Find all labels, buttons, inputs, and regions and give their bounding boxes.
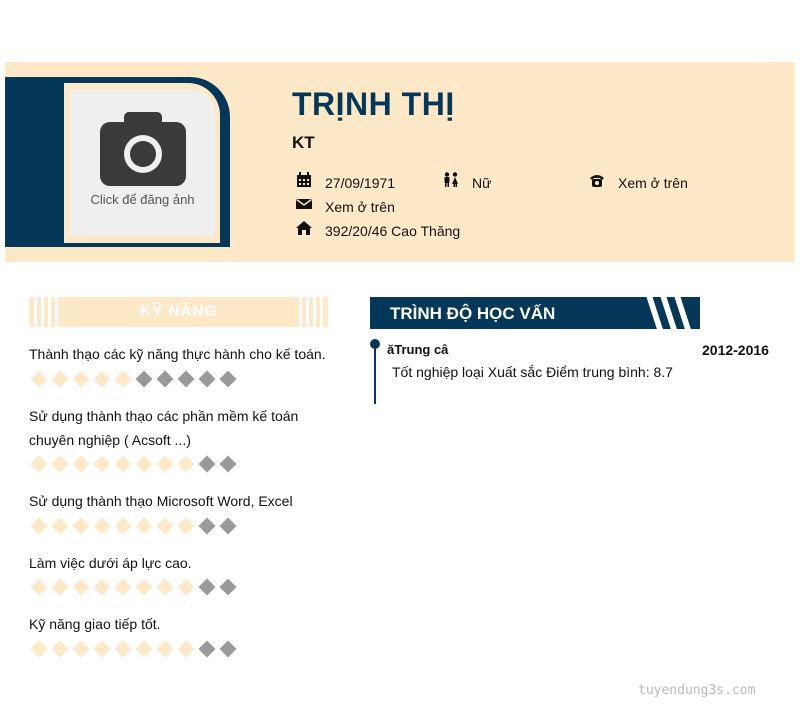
rating-diamond-filled bbox=[52, 579, 69, 596]
education-school: ăTrung câ bbox=[387, 342, 449, 357]
birthday-value: 27/09/1971 bbox=[325, 175, 396, 191]
upload-photo-button[interactable] bbox=[70, 90, 215, 236]
gender-icon bbox=[443, 172, 459, 188]
rating-diamond-filled bbox=[73, 579, 90, 596]
rating-diamond-filled bbox=[115, 518, 132, 535]
rating-diamond-filled bbox=[31, 641, 48, 658]
skill-label: Thành thạo các kỹ năng thực hành cho kế toán. bbox=[29, 346, 326, 362]
home-icon bbox=[296, 220, 312, 236]
rating-diamond-empty bbox=[199, 579, 216, 596]
rating-diamond-filled bbox=[73, 518, 90, 535]
rating-diamond-filled bbox=[94, 518, 111, 535]
skill-label: Làm việc dưới áp lực cao. bbox=[29, 555, 192, 571]
rating-diamond-filled bbox=[115, 579, 132, 596]
rating-diamond-filled bbox=[178, 579, 195, 596]
rating-diamond-filled bbox=[136, 518, 153, 535]
phone-value: Xem ở trên bbox=[618, 175, 688, 191]
rating-diamond-empty bbox=[199, 518, 216, 535]
calendar-icon bbox=[296, 172, 312, 188]
education-description: Tốt nghiệp loại Xuất sắc Điểm trung bình: 8.7 bbox=[392, 364, 673, 380]
phone-icon bbox=[589, 172, 605, 188]
watermark: tuyendung3s.com bbox=[638, 683, 756, 698]
gender-value: Nữ bbox=[472, 175, 492, 191]
rating-diamond-filled bbox=[94, 579, 111, 596]
rating-diamond-filled bbox=[136, 579, 153, 596]
rating-diamond-filled bbox=[136, 641, 153, 658]
rating-diamond-filled bbox=[178, 641, 195, 658]
rating-diamond-filled bbox=[94, 641, 111, 658]
education-years: 2012-2016 bbox=[702, 342, 769, 358]
rating-diamond-empty bbox=[199, 371, 216, 388]
rating-diamond-filled bbox=[157, 641, 174, 658]
rating-diamond-filled bbox=[31, 371, 48, 388]
camera-icon bbox=[100, 112, 186, 186]
skills-title: KỸ NĂNG bbox=[139, 303, 218, 320]
rating-diamond-filled bbox=[115, 456, 132, 473]
rating-diamond-empty bbox=[220, 371, 237, 388]
timeline-dot bbox=[370, 339, 380, 349]
email-value: Xem ở trên bbox=[325, 199, 395, 215]
candidate-name: TRỊNH THỊ bbox=[292, 86, 455, 122]
photo-upload-label: Click để đăng ảnh bbox=[90, 192, 195, 207]
skill-label: Sử dụng thành thạo Microsoft Word, Excel bbox=[29, 493, 293, 509]
rating-diamond-empty bbox=[220, 641, 237, 658]
rating-diamond-filled bbox=[52, 456, 69, 473]
education-title: TRÌNH ĐỘ HỌC VẤN bbox=[390, 304, 556, 323]
rating-diamond-filled bbox=[115, 641, 132, 658]
rating-diamond-filled bbox=[178, 456, 195, 473]
skill-label: Kỹ năng giao tiếp tốt. bbox=[29, 616, 161, 632]
rating-diamond-empty bbox=[220, 518, 237, 535]
rating-diamond-empty bbox=[157, 371, 174, 388]
rating-diamond-empty bbox=[220, 456, 237, 473]
rating-diamond-empty bbox=[199, 641, 216, 658]
rating-diamond-empty bbox=[199, 456, 216, 473]
education-section-header bbox=[370, 297, 700, 329]
rating-diamond-filled bbox=[73, 456, 90, 473]
rating-diamond-filled bbox=[157, 579, 174, 596]
address-value: 392/20/46 Cao Thăng bbox=[325, 223, 461, 239]
rating-diamond-filled bbox=[136, 456, 153, 473]
rating-diamond-filled bbox=[157, 456, 174, 473]
candidate-role: KT bbox=[292, 133, 315, 152]
rating-diamond-filled bbox=[94, 371, 111, 388]
rating-diamond-filled bbox=[31, 456, 48, 473]
rating-diamond-filled bbox=[52, 518, 69, 535]
rating-diamond-filled bbox=[73, 641, 90, 658]
rating-diamond-filled bbox=[52, 371, 69, 388]
skills-section-header bbox=[29, 297, 328, 327]
envelope-icon bbox=[296, 196, 312, 212]
skill-label: Sử dụng thành thạo các phần mềm kế toán chuyên nghiệp ( Acsoft ...) bbox=[29, 408, 299, 448]
rating-diamond-filled bbox=[115, 371, 132, 388]
rating-diamond-empty bbox=[220, 579, 237, 596]
rating-diamond-filled bbox=[52, 641, 69, 658]
rating-diamond-empty bbox=[136, 371, 153, 388]
timeline-line bbox=[374, 344, 376, 404]
rating-diamond-filled bbox=[31, 579, 48, 596]
rating-diamond-filled bbox=[94, 456, 111, 473]
rating-diamond-filled bbox=[157, 518, 174, 535]
rating-diamond-filled bbox=[178, 518, 195, 535]
rating-diamond-filled bbox=[31, 518, 48, 535]
rating-diamond-filled bbox=[73, 371, 90, 388]
rating-diamond-empty bbox=[178, 371, 195, 388]
